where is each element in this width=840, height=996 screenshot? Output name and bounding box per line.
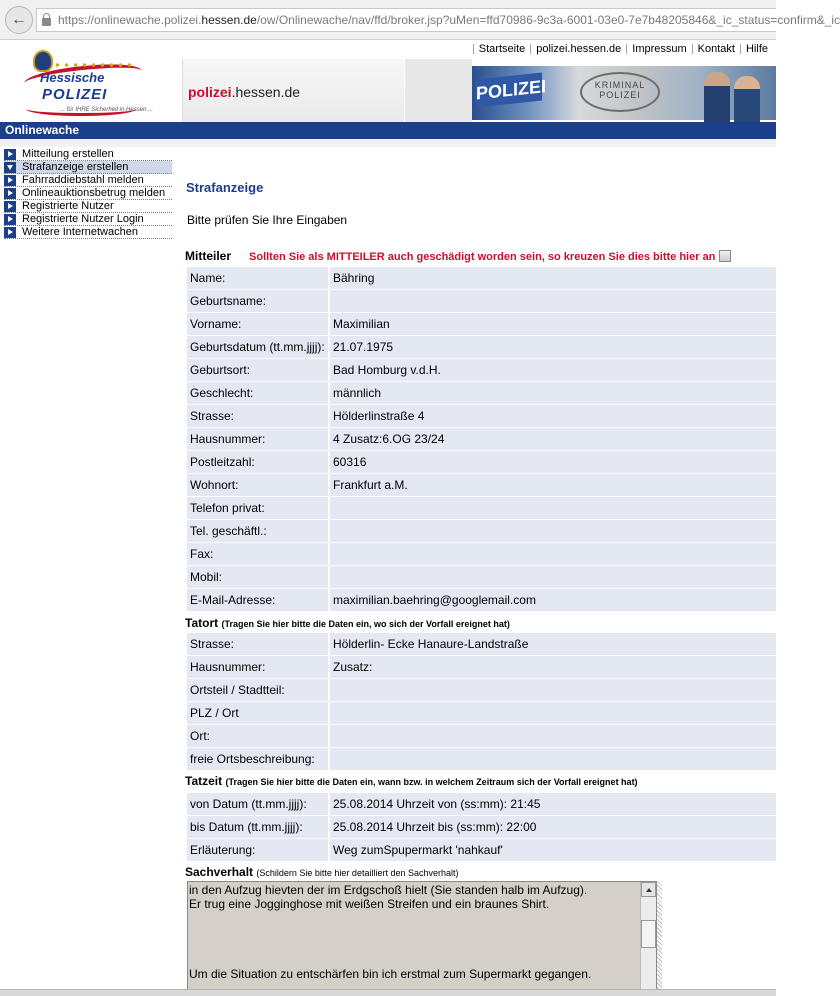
geschaedigt-checkbox[interactable]: [719, 250, 731, 262]
field-value: Maximilian: [330, 313, 776, 335]
main-navbar: [0, 122, 776, 139]
form-row: [187, 497, 776, 519]
brand-area: [182, 59, 404, 122]
field-label: bis Datum (tt.mm.jjjj):: [187, 816, 330, 838]
field-value: 21.07.1975: [330, 336, 776, 358]
instruction-text: Bitte prüfen Sie Ihre Eingaben: [187, 213, 348, 227]
field-value: [330, 520, 776, 542]
field-value: [330, 566, 776, 588]
form-row: [187, 633, 776, 655]
field-label: Wohnort:: [187, 474, 330, 496]
sidebar-item-mitteilung[interactable]: Mitteilung erstellen: [4, 148, 172, 161]
form-row: [187, 702, 776, 724]
sidebar-item-onlineauktionsbetrug[interactable]: Onlineauktionsbetrug melden: [4, 187, 172, 200]
section-title: Tatzeit: [185, 774, 223, 788]
form-row: [187, 474, 776, 496]
logo-slogan: ... für IHRE Sicherheit in Hessen ...: [60, 107, 154, 113]
field-label: Telefon privat:: [187, 497, 330, 519]
field-label: Hausnummer:: [187, 656, 330, 678]
form-row: [187, 566, 776, 588]
section-tatort: [185, 616, 510, 630]
arrow-right-icon: [4, 201, 16, 212]
browser-bottom-edge: [0, 989, 776, 996]
field-label: Mobil:: [187, 566, 330, 588]
mitteiler-table: [187, 266, 776, 612]
form-row: [187, 428, 776, 450]
sidebar-item-weitere-internetwachen[interactable]: Weitere Internetwachen: [4, 226, 172, 239]
logo-line2: POLIZEI: [42, 86, 108, 103]
field-value: 4 Zusatz:6.OG 23/24: [330, 428, 776, 450]
field-value: Bähring: [330, 267, 776, 289]
sidebar-item-fahrraddiebstahl[interactable]: Fahrraddiebstahl melden: [4, 174, 172, 187]
field-label: Erläuterung:: [187, 839, 330, 861]
section-tatzeit: [185, 774, 638, 788]
form-row: [187, 267, 776, 289]
field-value: [330, 702, 776, 724]
form-row: [187, 359, 776, 381]
scroll-thumb[interactable]: [641, 920, 656, 948]
browser-toolbar: [0, 0, 840, 40]
brand-text[interactable]: polizei.hessen.de: [188, 84, 301, 100]
arrow-right-icon: [4, 227, 16, 238]
field-value: Hölderlinstraße 4: [330, 405, 776, 427]
photo-officer: [734, 76, 760, 122]
logo-line1: Hessische: [40, 70, 105, 85]
section-title: Mitteiler: [185, 249, 232, 263]
logo-stars: [44, 62, 134, 68]
field-value: [330, 725, 776, 747]
field-label: Ort:: [187, 725, 330, 747]
field-label: Strasse:: [187, 405, 330, 427]
form-row: [187, 336, 776, 358]
sidebar-item-registrierte-nutzer[interactable]: Registrierte Nutzer: [4, 200, 172, 213]
tatort-table: [187, 632, 776, 771]
lock-icon: [42, 18, 51, 26]
form-row: [187, 543, 776, 565]
navbar-shadow: [0, 139, 776, 147]
link-kontakt[interactable]: Kontakt: [697, 42, 735, 55]
field-label: PLZ / Ort: [187, 702, 330, 724]
field-label: Hausnummer:: [187, 428, 330, 450]
sachverhalt-line: in den Aufzug hievten der im Erdgschoß hielt (Sie standen halb im Aufzug).: [189, 883, 588, 897]
photo-polizei-sign: POLIZEI: [476, 73, 542, 108]
field-label: Geburtsdatum (tt.mm.jjjj):: [187, 336, 330, 358]
navbar-title[interactable]: Onlinewache: [5, 123, 80, 137]
sidebar-item-nutzer-login[interactable]: Registrierte Nutzer Login: [4, 213, 172, 226]
field-label: Geschlecht:: [187, 382, 330, 404]
field-value: Zusatz:: [330, 656, 776, 678]
sachverhalt-textarea[interactable]: [187, 881, 657, 996]
section-subtitle: (Tragen Sie hier bitte die Daten ein, wo sich der Vorfall ereignet hat): [221, 619, 510, 629]
arrow-right-icon: [4, 188, 16, 199]
link-polizei-hessen[interactable]: polizei.hessen.de: [536, 42, 622, 55]
field-value: [330, 748, 776, 770]
section-mitteiler: [185, 249, 731, 263]
field-value: [330, 290, 776, 312]
photo-officer: [704, 72, 730, 122]
photo-kriminalpolizei-emblem: KRIMINAL POLIZEI: [580, 72, 660, 112]
field-value: [330, 497, 776, 519]
field-label: Strasse:: [187, 633, 330, 655]
arrow-right-icon: [4, 149, 16, 160]
page-title: Strafanzeige: [186, 180, 264, 195]
field-label: Name:: [187, 267, 330, 289]
arrow-right-icon: [4, 214, 16, 225]
sachverhalt-line: Er trug eine Jogginghose mit weißen Streifen und ein braunes Shirt.: [189, 897, 550, 911]
field-label: Tel. geschäftl.:: [187, 520, 330, 542]
field-value: maximilian.baehring@googlemail.com: [330, 589, 776, 611]
form-row: [187, 839, 776, 861]
section-title: Tatort: [185, 616, 219, 630]
textarea-scrollbar[interactable]: [640, 882, 656, 995]
field-label: Vorname:: [187, 313, 330, 335]
form-row: [187, 313, 776, 335]
field-label: Geburtsname:: [187, 290, 330, 312]
field-value: männlich: [330, 382, 776, 404]
field-label: Ortsteil / Stadtteil:: [187, 679, 330, 701]
top-links: [468, 41, 768, 56]
field-value: Weg zumSpupermarkt 'nahkauf': [330, 839, 776, 861]
section-subtitle: (Schildern Sie bitte hier detailliert den Sachverhalt): [256, 868, 459, 878]
form-row: [187, 451, 776, 473]
form-row: [187, 725, 776, 747]
field-label: von Datum (tt.mm.jjjj):: [187, 793, 330, 815]
geschaedigt-warning: Sollten Sie als MITTEILER auch geschädigt worden sein, so kreuzen Sie dies bitte hier an: [249, 251, 716, 263]
form-row: [187, 589, 776, 611]
section-sachverhalt: [185, 865, 459, 879]
form-row: [187, 290, 776, 312]
scroll-up-icon[interactable]: [641, 882, 656, 897]
field-label: Geburtsort:: [187, 359, 330, 381]
url-text: https://onlinewache.polizei.hessen.de/ow/Onlinewache/nav/ffd/broker.jsp?uMen=ffd70986-9c3a-6001-03e0-7e7b48205846&_ic_status=confirm&_ic: [58, 13, 840, 27]
header-spacer: [404, 59, 472, 122]
hessische-polizei-logo[interactable]: [0, 44, 182, 122]
field-label: freie Ortsbeschreibung:: [187, 748, 330, 770]
field-value: 60316: [330, 451, 776, 473]
form-row: [187, 816, 776, 838]
sidebar-item-strafanzeige[interactable]: Strafanzeige erstellen: [4, 161, 172, 174]
badge-icon: [33, 50, 53, 72]
field-label: Fax:: [187, 543, 330, 565]
tatzeit-table: [187, 792, 776, 862]
link-hilfe[interactable]: Hilfe: [745, 42, 768, 55]
field-value: 25.08.2014 Uhrzeit bis (ss:mm): 22:00: [330, 816, 776, 838]
section-subtitle: (Tragen Sie hier bitte die Daten ein, wann bzw. in welchem Zeitraum sich der Vorfall ereignet hat): [225, 777, 638, 787]
form-row: [187, 405, 776, 427]
form-row: [187, 656, 776, 678]
form-row: [187, 793, 776, 815]
form-row: [187, 679, 776, 701]
arrow-down-icon: [4, 162, 16, 173]
resize-edge: [657, 881, 662, 996]
field-value: [330, 543, 776, 565]
field-value: Bad Homburg v.d.H.: [330, 359, 776, 381]
link-startseite[interactable]: Startseite: [478, 42, 526, 55]
form-row: [187, 520, 776, 542]
link-impressum[interactable]: Impressum: [632, 42, 687, 55]
address-bar[interactable]: [36, 8, 840, 32]
field-label: E-Mail-Adresse:: [187, 589, 330, 611]
arrow-right-icon: [4, 175, 16, 186]
field-value: 25.08.2014 Uhrzeit von (ss:mm): 21:45: [330, 793, 776, 815]
field-value: Frankfurt a.M.: [330, 474, 776, 496]
form-row: [187, 382, 776, 404]
field-value: Hölderlin- Ecke Hanaure-Landstraße: [330, 633, 776, 655]
form-row: [187, 748, 776, 770]
sachverhalt-line: Um die Situation zu entschärfen bin ich erstmal zum Supermarkt gegangen.: [189, 967, 592, 981]
section-title: Sachverhalt: [185, 865, 254, 879]
back-arrow-icon[interactable]: ←: [5, 6, 33, 34]
field-label: Postleitzahl:: [187, 451, 330, 473]
header-photo: [472, 66, 776, 120]
field-value: [330, 679, 776, 701]
sidebar: [4, 148, 172, 239]
